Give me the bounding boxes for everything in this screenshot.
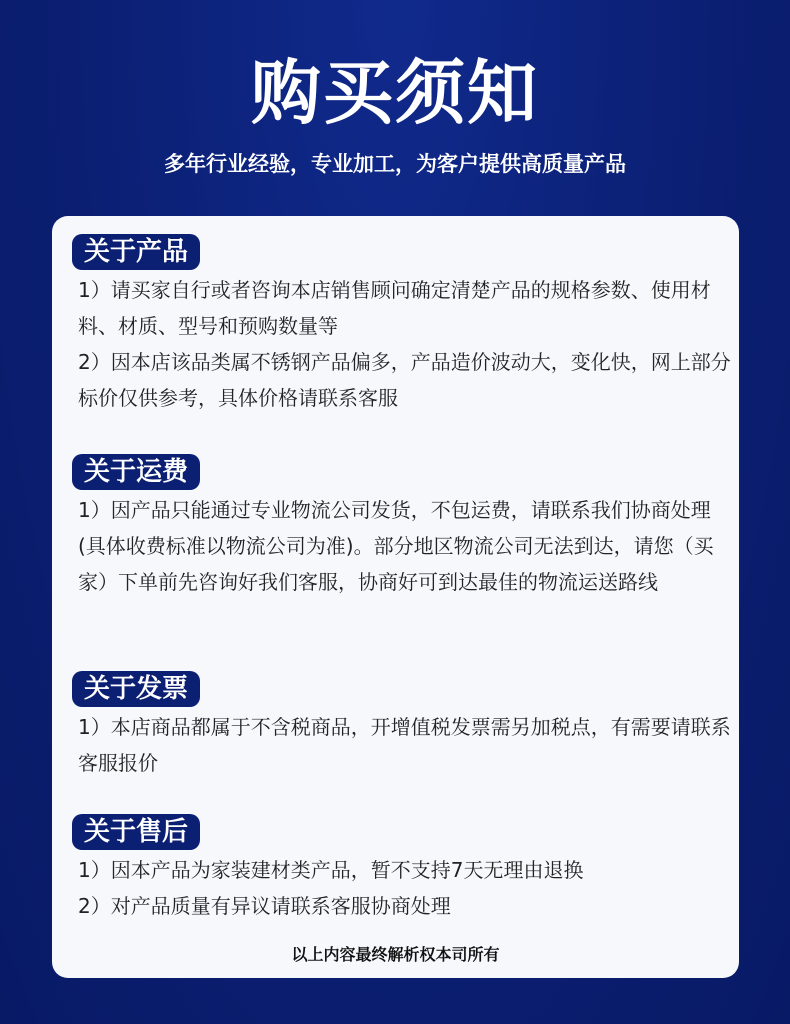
- notice-card: [52, 216, 739, 978]
- section-item: 2）对产品质量有异议请联系客服协商处理: [78, 894, 451, 918]
- section-body-product: [72, 272, 732, 416]
- section-after-sales: [72, 814, 732, 924]
- section-body-invoice: [72, 709, 732, 781]
- section-body-shipping: [72, 492, 732, 600]
- section-title-product: 关于产品: [72, 234, 200, 270]
- page-subtitle: 多年行业经验，专业加工，为客户提供高质量产品: [164, 152, 626, 176]
- section-title-invoice: 关于发票: [72, 671, 200, 707]
- section-item: 2）因本店该品类属不锈钢产品偏多，产品造价波动大，变化快，网上部分标价仅供参考，具体价格请联系客服: [78, 350, 731, 410]
- section-item: 1）因本产品为家装建材类产品，暂不支持7天无理由退换: [78, 858, 584, 882]
- section-body-after-sales: [72, 852, 732, 924]
- footer-note: 以上内容最终解析权本司所有: [291, 945, 500, 964]
- section-item: 1）因产品只能通过专业物流公司发货，不包运费，请联系我们协商处理(具体收费标准以物流公司为准)。部分地区物流公司无法到达，请您（买家）下单前先咨询好我们客服，协商好可到达最佳的物流运送路线: [78, 498, 714, 594]
- section-title-after-sales: 关于售后: [72, 814, 200, 850]
- section-product: [72, 234, 732, 416]
- section-item: 1）请买家自行或者咨询本店销售顾问确定清楚产品的规格参数、使用材料、材质、型号和预购数量等: [78, 278, 711, 338]
- section-invoice: [72, 671, 732, 781]
- section-title-shipping: 关于运费: [72, 454, 200, 490]
- page-title: 购买须知: [251, 52, 539, 134]
- section-item: 1）本店商品都属于不含税商品，开增值税发票需另加税点，有需要请联系客服报价: [78, 715, 731, 775]
- section-shipping: [72, 454, 732, 600]
